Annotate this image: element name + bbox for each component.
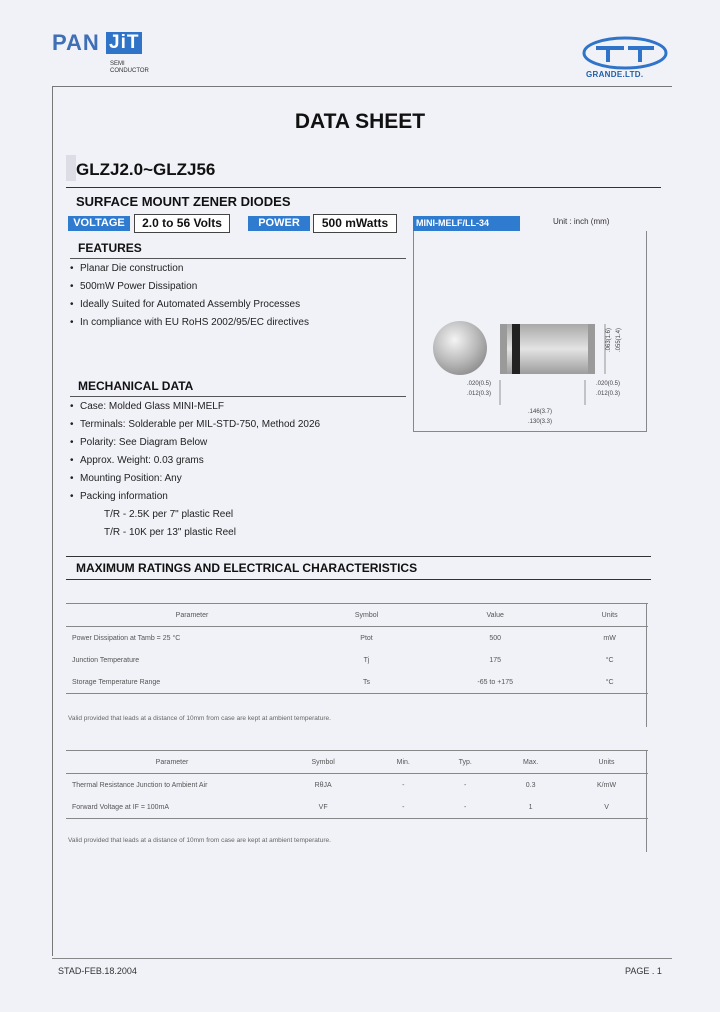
table-cell: -: [372, 796, 434, 819]
mechanical-item: • Approx. Weight: 0.03 grams: [70, 452, 410, 470]
table-edge-line: [646, 603, 647, 727]
mechanical-item: • Terminals: Solderable per MIL-STD-750, Method 2026: [70, 416, 410, 434]
package-label: MINI-MELF/LL-34: [413, 216, 520, 231]
table-row: [66, 627, 648, 650]
mechanical-divider: [70, 396, 406, 397]
dim-label-4: .130(3.3): [528, 419, 553, 425]
features-list: [70, 260, 410, 332]
grande-name: GRANDE.LTD.: [586, 70, 644, 79]
table-note: Valid provided that leads at a distance of 10mm from case are kept at ambient temperature.: [68, 715, 331, 722]
logo-sub: [110, 61, 149, 75]
ratings-divider-bottom: [66, 579, 651, 580]
table-header: Value: [419, 604, 571, 627]
table-cell: V: [565, 796, 648, 819]
table-cell: Tj: [363, 656, 370, 664]
table-cell: 175: [489, 656, 502, 664]
table-header: Min.: [372, 751, 434, 774]
ratings-divider-top: [66, 556, 651, 557]
packing-item: T/R - 2.5K per 7" plastic Reel: [104, 509, 234, 520]
table-cell: mW: [603, 634, 616, 642]
table-cell: VF: [274, 796, 372, 819]
ratings-table: [66, 603, 648, 694]
dim-label-1: .020(0.5): [467, 381, 492, 387]
frame-top-line: [52, 86, 672, 87]
table-header: Parameter: [66, 604, 314, 627]
footer-date: STAD-FEB.18.2004: [58, 966, 137, 976]
packing-item: T/R - 10K per 13" plastic Reel: [104, 527, 236, 538]
mechanical-item: • Mounting Position: Any: [70, 470, 410, 488]
table-header-row: [66, 751, 648, 774]
dim-label-7: .063(1.6): [606, 327, 612, 352]
features-heading: FEATURES: [78, 241, 142, 255]
table-edge-line: [646, 750, 647, 852]
panjit-logo: [52, 30, 162, 80]
table-header: Symbol: [314, 604, 419, 627]
anode-cap: [588, 324, 595, 374]
dim-label-5: .020(0.5): [596, 381, 621, 387]
dim-label-2: .012(0.3): [467, 391, 492, 397]
table-header: Units: [571, 604, 648, 627]
feature-item: • 500mW Power Dissipation: [70, 278, 410, 296]
mechanical-item: • Packing information: [70, 488, 410, 506]
mechanical-list: [70, 398, 410, 542]
table-cell: K/mW: [597, 781, 617, 789]
characteristics-table: [66, 750, 648, 819]
table-header: Typ.: [434, 751, 496, 774]
dim-label-6: .012(0.3): [596, 391, 621, 397]
table-row: [66, 649, 648, 671]
table-cell: Ptot: [360, 634, 373, 642]
table-header: Symbol: [274, 751, 372, 774]
product-subtitle: SURFACE MOUNT ZENER DIODES: [76, 194, 291, 209]
table-cell: 0.3: [525, 781, 536, 789]
ratings-heading: MAXIMUM RATINGS AND ELECTRICAL CHARACTERISTICS: [76, 561, 418, 575]
feature-item: • Planar Die construction: [70, 260, 410, 278]
table-header: Units: [565, 751, 648, 774]
cathode-band: [512, 324, 520, 374]
table-row: [66, 671, 648, 694]
table-cell: Junction Temperature: [72, 656, 140, 664]
table-cell: Storage Temperature Range: [66, 671, 314, 694]
table-cell: °C: [571, 671, 648, 694]
table-header-row: [66, 604, 648, 627]
part-number-tab: [66, 155, 76, 181]
table-note: Valid provided that leads at a distance of 10mm from case are kept at ambient temperature.: [68, 837, 331, 844]
dim-label-3: .146(3.7): [528, 409, 553, 415]
table-cell: 1: [496, 796, 565, 819]
table-cell: RθJA: [314, 781, 332, 789]
table-row: [66, 774, 648, 797]
frame-left-line: [52, 86, 53, 956]
mechanical-heading: MECHANICAL DATA: [78, 379, 194, 393]
feature-item: • In compliance with EU RoHS 2002/95/EC directives: [70, 314, 410, 332]
unit-label: Unit : inch (mm): [553, 217, 610, 226]
voltage-badge: VOLTAGE: [68, 216, 130, 231]
power-value: 500 mWatts: [313, 214, 397, 233]
logo-box: JiT: [106, 32, 142, 54]
mechanical-item: • Polarity: See Diagram Below: [70, 434, 410, 452]
table-cell: Power Dissipation at Tamb = 25 °C: [72, 634, 181, 642]
table-cell: -: [402, 781, 405, 789]
table-cell: Thermal Resistance Junction to Ambient Air: [72, 781, 208, 789]
logo-sub-line1: SEMI: [110, 61, 125, 67]
table-header: Max.: [496, 751, 565, 774]
frame-bottom-line: [52, 958, 672, 959]
feature-item: • Ideally Suited for Automated Assembly Processes: [70, 296, 410, 314]
voltage-value: 2.0 to 56 Volts: [134, 214, 230, 233]
page-title: DATA SHEET: [294, 110, 426, 133]
table-cell: -: [464, 781, 467, 789]
table-cell: Forward Voltage at IF = 100mA: [66, 796, 274, 819]
table-cell: 500: [489, 634, 502, 642]
table-cell: °C: [605, 656, 614, 664]
mechanical-item: • Case: Molded Glass MINI-MELF: [70, 398, 410, 416]
table-cell: -65 to +175: [419, 671, 571, 694]
footer-page: PAGE . 1: [625, 966, 662, 976]
grande-logo-icon: [582, 36, 668, 70]
features-divider: [70, 258, 406, 259]
table-cell: Ts: [314, 671, 419, 694]
table-row: [66, 796, 648, 819]
power-badge: POWER: [248, 216, 310, 231]
logo-sub-line2: CONDUCTOR: [110, 68, 149, 74]
divider: [66, 187, 661, 188]
logo-word: PAN: [52, 30, 100, 55]
grande-logo: [582, 36, 672, 86]
cathode-cap: [500, 324, 507, 374]
dim-label-8: .055(1.4): [616, 327, 622, 352]
part-number: GLZJ2.0~GLZJ56: [76, 160, 216, 179]
table-header: Parameter: [66, 751, 274, 774]
end-view-disc: [433, 321, 487, 375]
table-cell: -: [434, 796, 496, 819]
